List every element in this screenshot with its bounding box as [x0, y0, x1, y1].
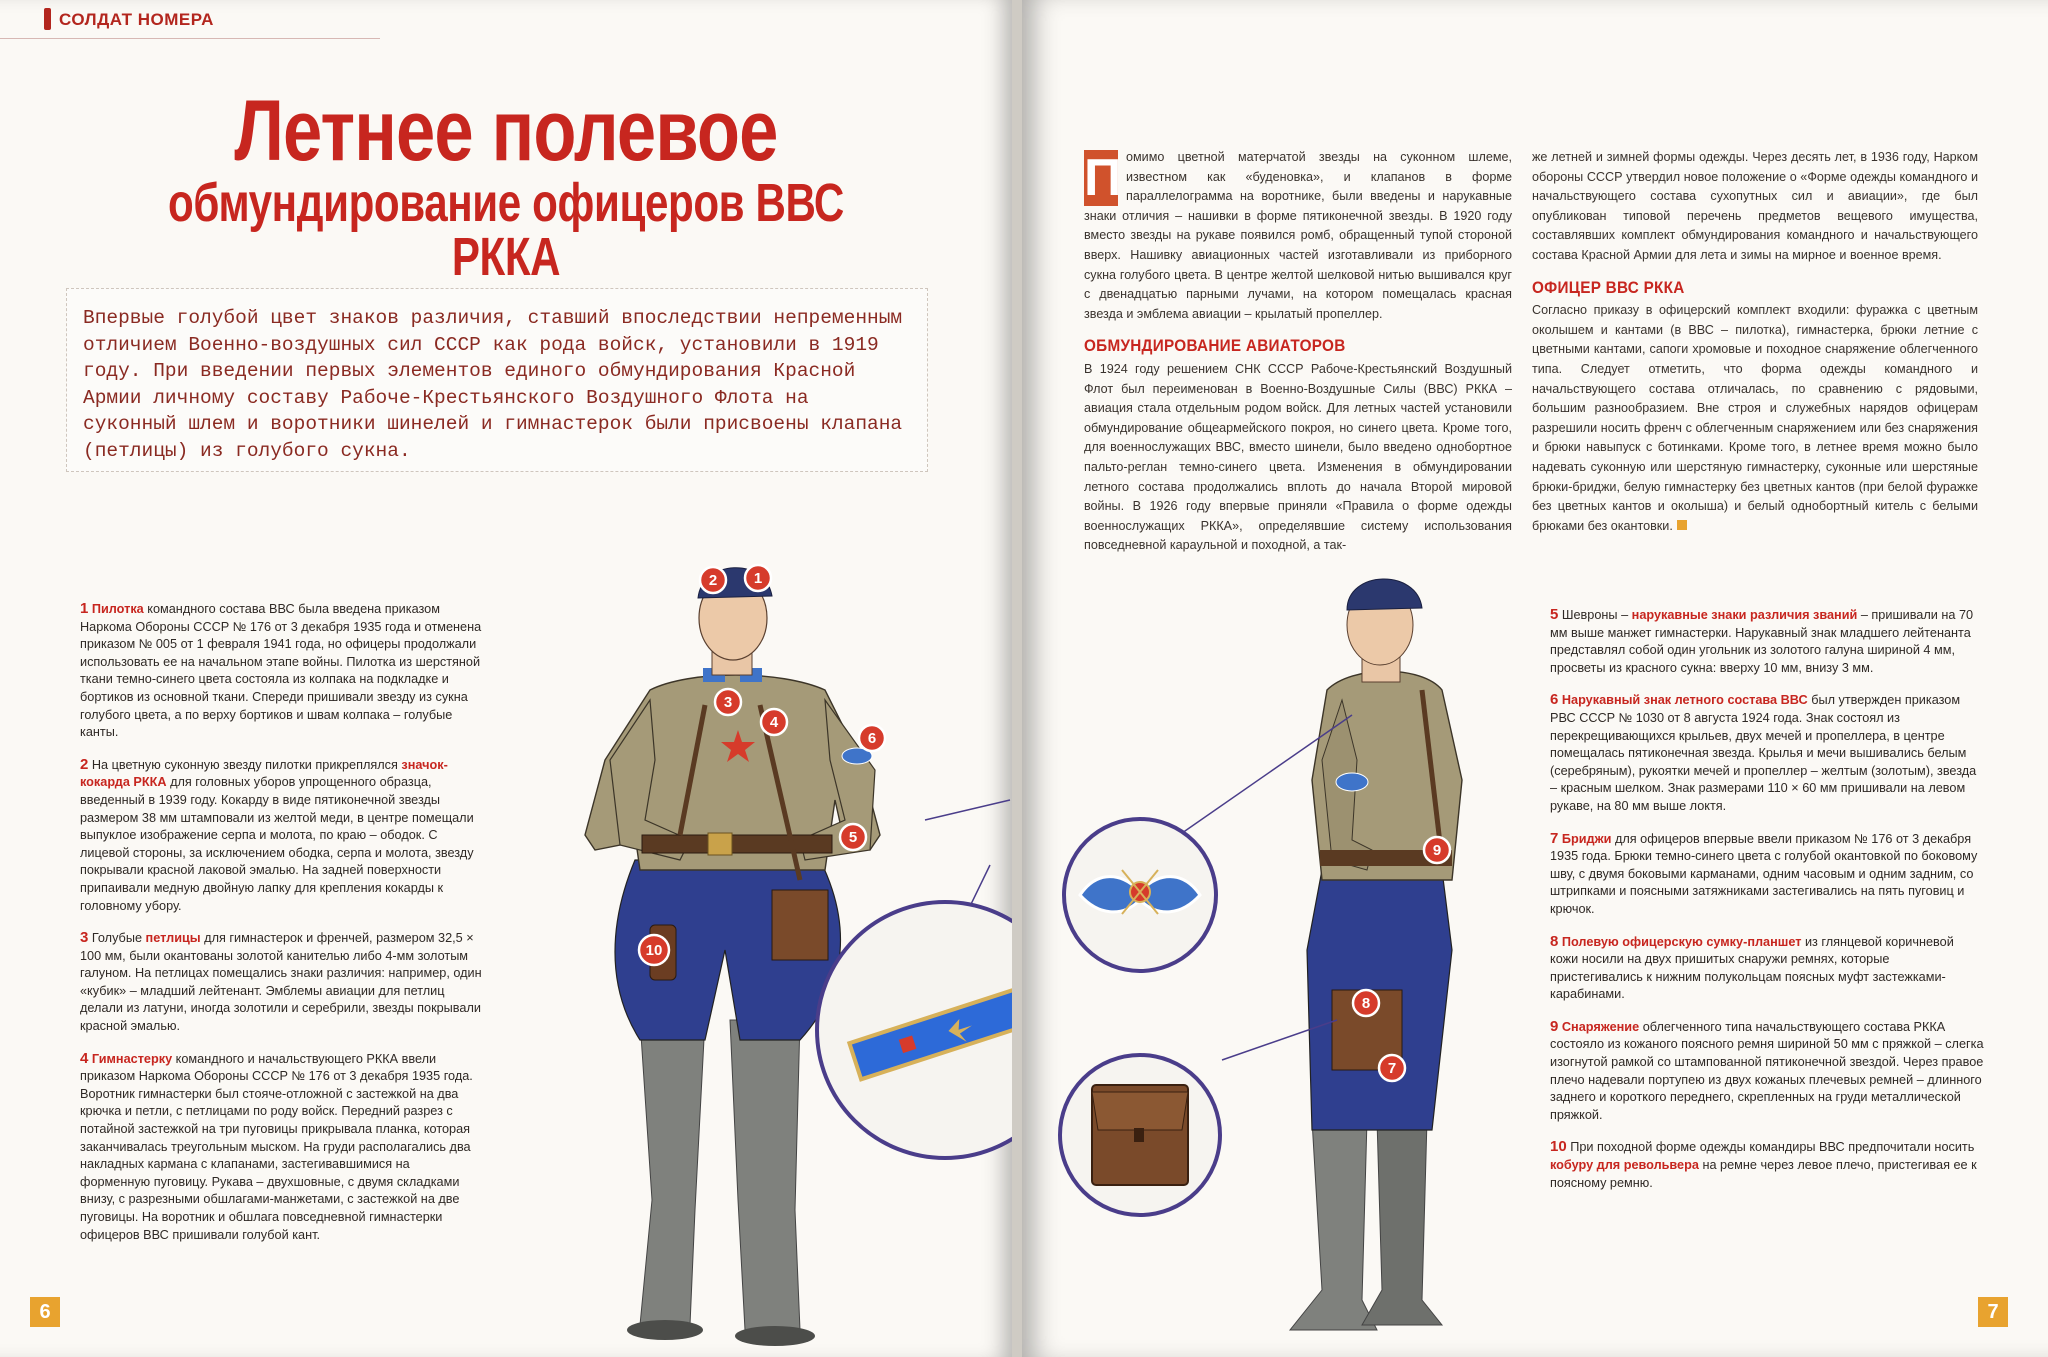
note-1: 1 Пилотка командного состава ВВС была введена приказом Наркома Обороны СССР № 176 от 3 декабря 1935 года и отменена приказом № 005 от 1 февраля 1941 года, но офицеры продолжали использовать ее на начальном этапе войны. Пилотка из шерстяной ткани темно-синего цвета состояла из колпака на подкладке и бортиков из основной ткани. Спереди пришивали звезду из сукна голубого цвета, а по верху бортиков и швам колпака – голубые канты.	[80, 600, 482, 740]
svg-text:4: 4	[769, 714, 779, 731]
note-2: 2 На цветную суконную звезду пилотки прикреплялся значок-кокарда РККА для головных уборов упрощенного образца, введенный в 1939 году. Кокарду в виде пятиконечной звезды размером 38 мм штамповали из желтой меди, в центре помещали выпуклое изображение серпа и молота, по краю – ободок. С лицевой стороны, за исключением ободка, серпа и молота, звезду покрывали красной лаковой эмалью. На задней поверхности припаивали медную двойную лапку для крепления кокарды к головному убору.	[80, 755, 474, 913]
marker-8	[1353, 990, 1379, 1016]
right-page	[1022, 0, 2048, 1357]
note-10: 10 При походной форме одежды командиры ВВС предпочитали носить кобуру для револьвера на ремне через левое плечо, пристегивая ее к поясному ремню.	[1550, 1138, 1977, 1190]
left-page	[0, 0, 1012, 1357]
svg-text:2: 2	[708, 572, 718, 589]
marker-6	[859, 725, 885, 751]
marker-3	[715, 689, 741, 715]
notes-column-right	[1550, 606, 1984, 1206]
para-3: же летней и зимней формы одежды. Через десять лет, в 1936 году, Нарком обороны СССР утвердил новое положение о «Форме одежды командного и начальствующего состава сухопутных сил и авиации», где был опубликован типовой перечень предметов вещевого имущества, составлявших комплект обмундирования командного и начальствующего состава Красной Армии для лета и зимы на мирное и военное время.	[1532, 150, 1978, 262]
marker-9	[1424, 837, 1450, 863]
note-8: 8 Полевую офицерскую сумку-планшет из глянцевой коричневой кожи носили на двух пришитых снаружи ремнях, которые пристегивались к нижним полукольцам поясных муфт застежками-карабинами.	[1550, 932, 1954, 1002]
para-2: В 1924 году решением СНК СССР Рабоче-Крестьянский Воздушный Флот был переименован в Военно-Воздушные Силы (ВВС) РККА – авиация стала отдельным родом войск. Для летных частей установили обмундирование общеармейского покроя, но синего цвета. Кроме того, для военнослужащих ВВС, вместо шинели, было введено однобортное пальто-реглан темно-синего цвета. Изменения в обмундировании летного состава продолжались вплоть до начала Второй мировой войны. В 1926 году впервые приняли «Правила о форме одежды военнослужащих РККА», определявшие систему использования повседневной караульной и походной, а так-	[1084, 361, 1512, 553]
marker-4	[761, 709, 787, 735]
section-label: СОЛДАТ НОМЕРА	[59, 10, 214, 29]
note-7: 7 Бриджи для офицеров впервые ввели приказом № 176 от 3 декабря 1935 года. Брюки темно-синего цвета с голубой окантовкой по боковому шву, с двумя боковыми карманами, одним часовым и одним задним, со штрипками и поясными затяжниками застегивались на пять пуговиц и крючок.	[1550, 829, 1978, 916]
title-line-1: Летнее полевое	[234, 83, 778, 179]
note-9: 9 Снаряжение облегченного типа начальствующего состава РККА состояло из кожаного поясного ремня шириной 50 мм с пряжкой – слегка изогнутой рамкой со штампованной пятиконечной звездой. Через правое плечо надевали портупею из двух кожаных плечевых ремней – длинного заднего и короткого переднего, скрепленных на груди металлической пряжкой.	[1550, 1017, 1984, 1122]
svg-text:3: 3	[723, 694, 733, 711]
dropcap: П	[1084, 149, 1122, 207]
marker-2	[700, 567, 726, 593]
title-line-2: обмундирование офицеров ВВС РККА	[168, 173, 844, 287]
officer-front-illustration	[0, 0, 1012, 1357]
marker-10	[639, 935, 669, 965]
note-3: 3 Голубые петлицы для гимнастерок и френчей, размером 32,5 × 100 мм, были окантованы золотой канителью либо 4-мм золотым галуном. На петлицах помещались знаки различия: например, один «кубик» – младший лейтенант. Эмблемы авиации для петлиц делали из латуни, иногда золотили и серебрили, звезды покрывали красной эмалью.	[80, 929, 482, 1034]
page-number-left: 6	[30, 1297, 60, 1327]
note-6: 6 Нарукавный знак летного состава ВВС был утвержден приказом РВС СССР № 1030 от 8 августа 1924 года. Знак состоял из перекрещивающихся крыльев, двух мечей и пропеллера, в центре помещалась пятиконечная звезда. Крылья и мечи вышивались белым (серебряным), рукоятки мечей и пропеллер – желтым (золотым), звезда – красным шелком. Знак размерами 110 × 60 мм пришивали на левом рукаве, на 80 мм выше локтя.	[1550, 691, 1977, 813]
svg-text:6: 6	[867, 730, 877, 747]
marker-7	[1379, 1055, 1405, 1081]
intro-text: Впервые голубой цвет знаков различия, ставший впоследствии непременным отличием Военно-воздушных сил СССР как рода войск, установили в 1919 году. При введении первых элементов единого обмундирования Красной Армии личному составу Рабоче-Крестьянского Воздушного Флота на суконный шлем и воротники шинелей и гимнастерок были присвоены клапана (петлицы) из голубого сукна.	[83, 307, 903, 462]
note-5: 5 Шевроны – нарукавные знаки различия званий – пришивали на 70 мм выше манжет гимнастерки. Нарукавный знак младшего лейтенанта представлял собой один угольник из золотого галуна шириной 4 мм, просветы из красного сукна: вверху 10 мм, внизу 3 мм.	[1550, 606, 1974, 675]
para-4: Согласно приказу в офицерский комплект входили: фуражка с цветным околышем и кантами (в ВВС – пилотка), гимнастерка, брюки летние с цветными кантами, сапоги хромовые и походное снаряжение облегченного типа. Следует отметить, что форма одежды командного и начальствующего состава отличалась, по сравнению с рядовыми, большим разнообразием. Вне строя и служебных нарядов офицерам разрешили носить френч с облегченным снаряжением или без снаряжения и брюки навыпуск с ботинками. Кроме того, в летнее время можно было надевать суконную или шерстяную гимнастерку, суконные или шерстяные брюки-бриджи, белую гимнастерку без цветных кантов (при белой фуражке без цветных кантов и околыша) и белый однобортный китель с белыми брюками без окантовки.	[1532, 303, 1978, 533]
marker-1	[745, 565, 771, 591]
heading-aviators: ОБМУНДИРОВАНИЕ АВИАТОРОВ	[1084, 336, 1346, 356]
heading-officer: ОФИЦЕР ВВС РККА	[1532, 277, 1685, 297]
svg-text:8: 8	[1361, 995, 1371, 1012]
marker-5	[840, 824, 866, 850]
svg-text:10: 10	[645, 942, 663, 959]
page-number-right: 7	[1978, 1297, 2008, 1327]
note-4: 4 Гимнастерку командного и начальствующего РККА ввели приказом Наркома Обороны СССР № 176 от 3 декабря 1935 года. Воротник гимнастерки был стояче-отложной с застежкой на два крючка и петли, с петлицами по роду войск. Передний разрез с потайной застежкой на три пуговицы прикрывала планка, которая заканчивалась треугольным мыском. На груди располагались два накладных кармана с клапанами, застегивавшимися на форменную пуговицу. Рукава – двухшовные, с двумя складками внизу, с разрезными обшлагами-манжетами, с застежкой на две пуговицы. На воротник и обшлага повседневной гимнастерки офицеров ВВС пришивали голубой кант.	[80, 1049, 473, 1242]
map-case-icon	[1092, 1085, 1188, 1185]
svg-text:7: 7	[1387, 1060, 1397, 1077]
svg-text:5: 5	[848, 829, 858, 846]
para-1: омимо цветной матерчатой звезды на суконном шлеме, известном как «буденовка», и клапанов в форме параллелограмма на воротнике, были введены и нарукавные знаки отличия – нашивки в форме пятиконечной звезды. В 1920 году вместо звезды на рукаве появился ромб, обращенный тупой стороной вверх. Нашивку авиационных частей изготавливали из приборного сукна голубого цвета. В центре желтой шелковой нитью вышивался круг с двенадцатью парными лучами, на котором помещалась красная звезда и эмблема авиации – крылатый пропеллер.	[1084, 150, 1512, 321]
svg-text:1: 1	[753, 570, 763, 587]
svg-text:9: 9	[1432, 842, 1442, 859]
